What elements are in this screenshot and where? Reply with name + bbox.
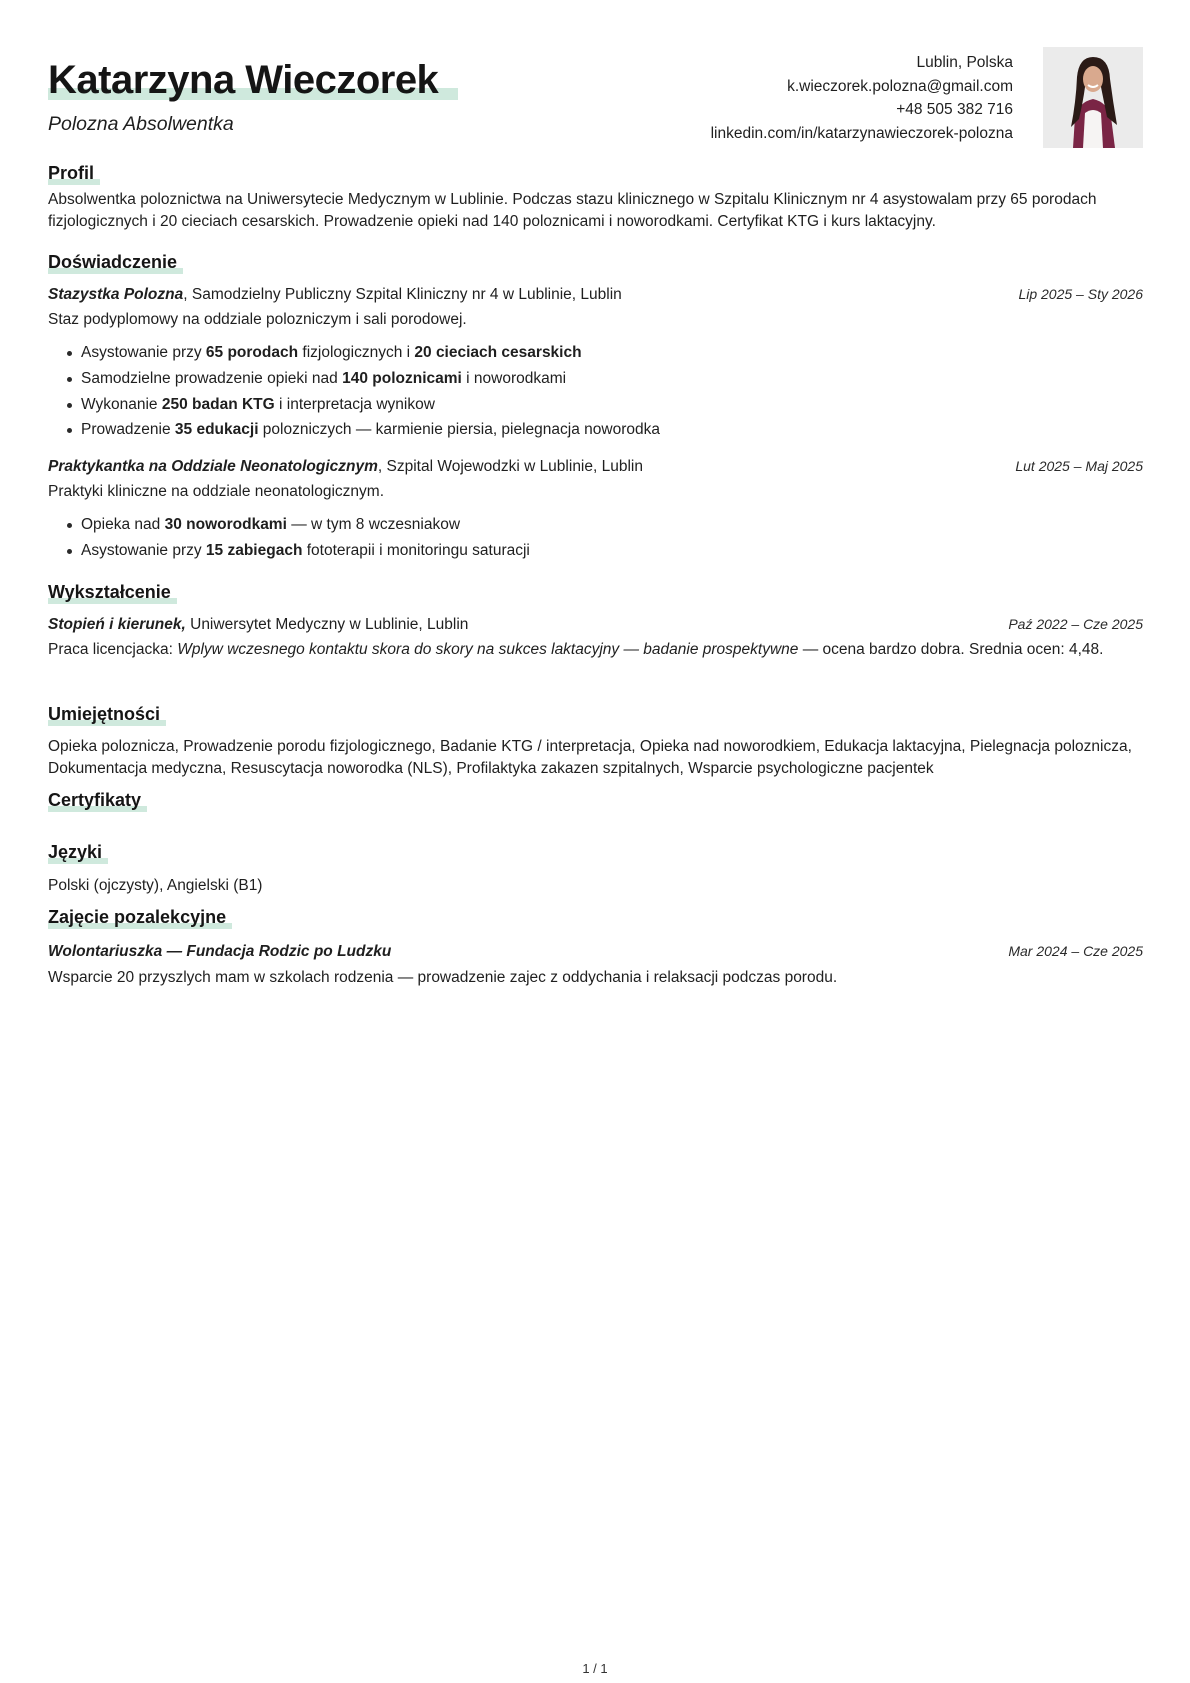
header (48, 58, 458, 102)
section-title-skills: Umiejętności (48, 704, 160, 726)
skills-text: Opieka poloznicza, Prowadzenie porodu fizjologicznego, Badanie KTG / interpretacja, Opieka nad noworodkiem, Edukacja laktacyjna, Pielegnacja poloznicza, Dokumentacja medyczna, Resuscytacja noworodka (NLS), Profilaktyka zakazen szpitalnych, Wsparcie psychologiczne pacjentek (48, 738, 1132, 777)
education-dates: Paź 2022 – Cze 2025 (1008, 616, 1143, 632)
job-dates: Lip 2025 – Sty 2026 (1018, 286, 1143, 302)
job-title: Stazystka Polozna (48, 286, 184, 303)
education-details: Praca licencjacka: Wplyw wczesnego kontaktu skora do skory na sukces laktacyjny — badanie prospektywne — ocena bardzo dobra. Srednia ocen: 4,48. (48, 641, 1104, 658)
employer: , Szpital Wojewodzki w Lublinie, Lublin (377, 458, 643, 475)
degree: Stopień i kierunek, (48, 616, 186, 633)
section-title-profile: Profil (48, 163, 94, 185)
section-title-certificates: Certyfikaty (48, 790, 141, 812)
contact-phone[interactable]: +48 505 382 716 (896, 101, 1013, 118)
page-number: 1 / 1 (582, 1661, 608, 1676)
job-summary: Staz podyplomowy na oddziale polozniczym i sali porodowej. (48, 311, 467, 328)
profile-photo (1043, 47, 1143, 148)
profile-photo-icon (1043, 47, 1143, 148)
extracurricular-header (48, 942, 1143, 963)
experience-item-2-header (48, 457, 1143, 478)
list-item: Asystowanie przy 65 porodach fizjologicznych i 20 cieciach cesarskich (48, 340, 1143, 366)
extracurricular-text: Wsparcie 20 przyszlych mam w szkolach rodzenia — prowadzenie zajec z oddychania i relaksacji podczas porodu. (48, 969, 838, 986)
section-title-education: Wykształcenie (48, 582, 171, 604)
experience-item-1-header (48, 285, 1143, 306)
section-title-extracurricular: Zajęcie pozalekcyjne (48, 907, 226, 929)
job-title: Praktykantka na Oddziale Neonatologicznym (48, 458, 378, 475)
job-bullets (48, 340, 1143, 443)
contact-linkedin[interactable]: linkedin.com/in/katarzynawieczorek-polozna (710, 124, 1013, 142)
section-title-languages: Języki (48, 842, 102, 864)
thesis-title: Wplyw wczesnego kontaktu skora do skory na sukces laktacyjny — badanie prospektywne (177, 641, 799, 658)
contact-block (711, 51, 1013, 145)
employer: , Samodzielny Publiczny Szpital Kliniczny nr 4 w Lublinie, Lublin (183, 286, 622, 303)
volunteer-role: Wolontariuszka — Fundacja Rodzic po Ludzku (48, 943, 392, 960)
list-item: Asystowanie przy 15 zabiegach fototerapii i monitoringu saturacji (48, 538, 1143, 564)
profile-text: Absolwentka poloznictwa na Uniwersytecie Medycznym w Lublinie. Podczas stazu klinicznego w Szpitalu Klinicznym nr 4 asystowalam przy 65 porodach fizjologicznych i 20 cieciach cesarskich. Prowadzenie opieki nad 140 poloznicami i noworodkami. Certyfikat KTG i kurs laktacyjny. (48, 191, 1097, 230)
list-item: Opieka nad 30 noworodkami — w tym 8 wczesniakow (48, 512, 1143, 538)
education-item-header (48, 615, 1143, 636)
section-title-experience: Doświadczenie (48, 252, 177, 274)
job-summary: Praktyki kliniczne na oddziale neonatologicznym. (48, 483, 385, 500)
contact-location: Lublin, Polska (916, 54, 1013, 71)
list-item: Samodzielne prowadzenie opieki nad 140 poloznicami i noworodkami (48, 366, 1143, 392)
job-dates: Lut 2025 – Maj 2025 (1015, 458, 1143, 474)
candidate-name: Katarzyna Wieczorek (48, 58, 458, 102)
contact-email[interactable]: k.wieczorek.polozna@gmail.com (787, 77, 1013, 95)
candidate-role: Polozna Absolwentka (48, 113, 234, 135)
extracurricular-dates: Mar 2024 – Cze 2025 (1008, 943, 1143, 959)
school: Uniwersytet Medyczny w Lublinie, Lublin (185, 616, 469, 633)
job-bullets (48, 512, 1143, 564)
list-item: Wykonanie 250 badan KTG i interpretacja wynikow (48, 392, 1143, 418)
languages-text: Polski (ojczysty), Angielski (B1) (48, 877, 263, 894)
list-item: Prowadzenie 35 edukacji polozniczych — karmienie piersia, pielegnacja noworodka (48, 417, 1143, 443)
